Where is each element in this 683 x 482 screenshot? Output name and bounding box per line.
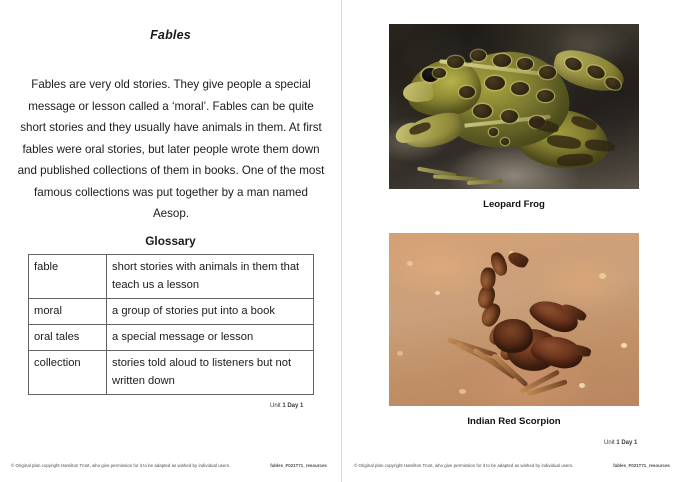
footer-copyright: © Original plan copyright Hamilton Trust, who give permission for it to be adapted as wished by individual users. <box>11 463 231 468</box>
unit-marker-prefix: Unit <box>270 403 283 409</box>
unit-marker-value: 1 Day 1 <box>282 403 304 409</box>
photo-block-leopard-frog <box>389 24 639 210</box>
sand-grain <box>621 343 627 348</box>
photo-caption: Indian Red Scorpion <box>467 416 561 427</box>
frog-spot <box>539 66 556 79</box>
frog-spot <box>447 56 464 68</box>
frog-spot <box>433 68 446 78</box>
frog-spot <box>485 76 505 90</box>
sand-grain <box>579 383 585 388</box>
sand-grain <box>407 261 413 266</box>
indian-red-scorpion-photo <box>389 233 639 406</box>
sand-grain <box>435 291 440 295</box>
table-row <box>29 299 314 325</box>
sand-grain <box>459 389 466 394</box>
unit-day-marker <box>270 403 303 409</box>
glossary-definition: short stories with animals in them that teach us a lesson <box>107 255 314 299</box>
glossary-term: fable <box>29 255 107 299</box>
frog-spot <box>489 128 498 136</box>
glossary-definition: a group of stories put into a book <box>107 299 314 325</box>
table-row <box>29 325 314 351</box>
photo-block-indian-red-scorpion <box>389 233 639 427</box>
right-page <box>341 0 683 482</box>
footer-copyright: © Original plan copyright Hamilton Trust, who give permission for it to be adapted as wished by individual users. <box>354 463 574 468</box>
frog-spot <box>493 54 511 67</box>
glossary-term: oral tales <box>29 325 107 351</box>
unit-marker-prefix: Unit <box>604 440 617 446</box>
sand-grain <box>599 273 606 279</box>
page-title: Fables <box>150 28 191 42</box>
frog-spot <box>517 58 533 70</box>
glossary-term: moral <box>29 299 107 325</box>
frog-spot <box>471 50 486 61</box>
frog-spot <box>473 104 492 118</box>
frog-spot <box>501 110 518 123</box>
page-footer <box>342 463 683 468</box>
sand-grain <box>397 351 403 356</box>
scorpion-cephalothorax <box>493 319 533 353</box>
glossary-definition: a special message or lesson <box>107 325 314 351</box>
frog-spot <box>537 90 554 102</box>
frog-spot <box>501 138 509 145</box>
glossary-heading: Glossary <box>145 234 196 248</box>
footer-resource-id: fables_F021T71_resources <box>270 463 327 468</box>
glossary-definition: stories told aloud to listeners but not written down <box>107 351 314 395</box>
photo-caption: Leopard Frog <box>483 199 545 210</box>
footer-resource-id: fables_F021T71_resources <box>613 463 670 468</box>
unit-day-marker <box>604 440 637 446</box>
leopard-frog-photo <box>389 24 639 189</box>
body-paragraph: Fables are very old stories. They give people a special message or lesson called a ‘moral’. Fables can be quite short stories and they usually have animals in them. At first fables were oral stories, but later people wrote them down and published collections of them in books. One of the most famous collections was put together by a man named Aesop. <box>17 78 325 220</box>
table-row <box>29 255 314 299</box>
glossary-table <box>28 254 314 395</box>
frog-spot <box>459 86 475 98</box>
left-page <box>0 0 341 482</box>
glossary-term: collection <box>29 351 107 395</box>
table-row <box>29 351 314 395</box>
frog-spot <box>511 82 529 95</box>
page-footer <box>0 463 341 468</box>
unit-marker-value: 1 Day 1 <box>616 440 638 446</box>
